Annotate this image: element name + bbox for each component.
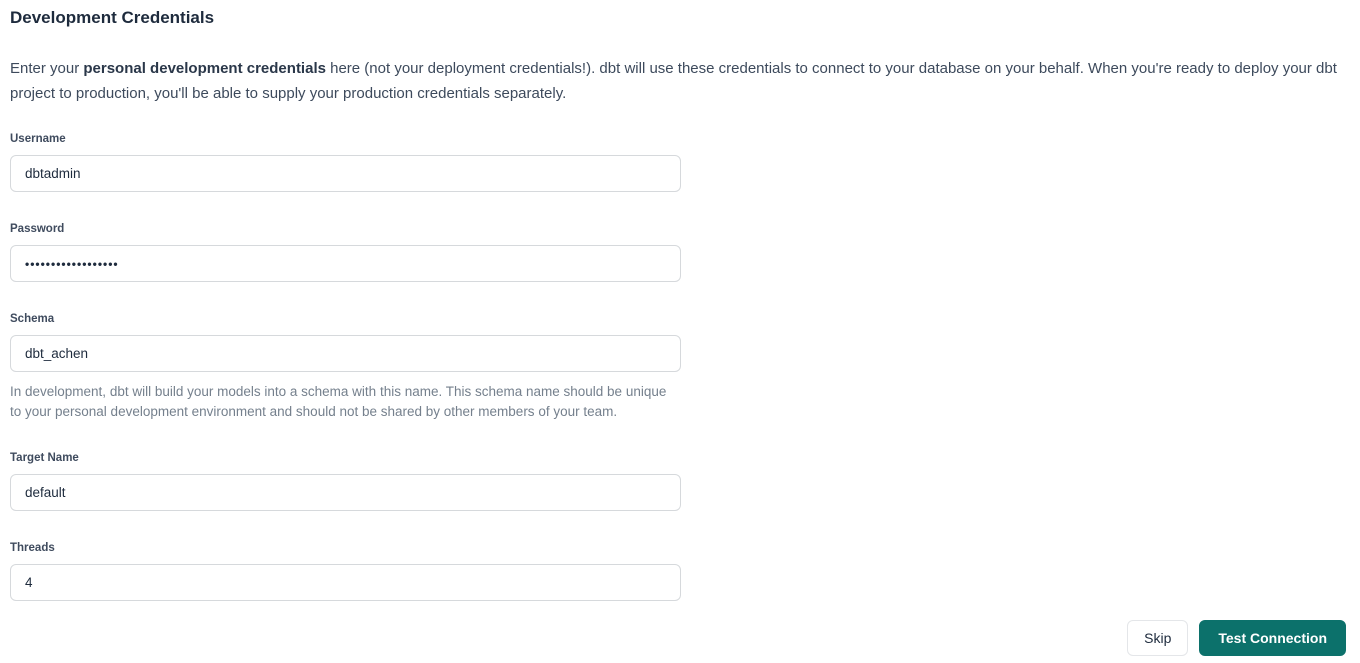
intro-bold-phrase: personal development credentials <box>83 60 326 77</box>
footer-actions <box>1127 620 1346 656</box>
threads-label: Threads <box>10 542 55 554</box>
intro-text <box>10 57 1340 106</box>
username-field-group <box>10 132 681 192</box>
page-title: Development Credentials <box>10 8 215 27</box>
intro-suffix: here (not your deployment credentials!). dbt will use these credentials to connect to your database on your behalf. When you're ready to deploy your dbt project to production, you'll be able to supply your production credentials separately. <box>10 60 1337 102</box>
intro-prefix: Enter your <box>10 60 84 77</box>
schema-help-text: In development, dbt will build your models into a schema with this name. This schema name should be unique to your personal development environment and should not be shared by other members of your team. <box>10 384 667 419</box>
test-connection-button[interactable]: Test Connection <box>1199 620 1346 656</box>
password-input[interactable] <box>10 245 681 282</box>
target-name-field-group <box>10 451 681 511</box>
threads-input[interactable] <box>10 564 681 601</box>
skip-button[interactable]: Skip <box>1127 620 1188 656</box>
username-label: Username <box>10 133 66 145</box>
password-label: Password <box>10 223 65 235</box>
schema-input[interactable] <box>10 335 681 372</box>
username-input[interactable] <box>10 155 681 192</box>
target-name-input[interactable] <box>10 474 681 511</box>
target-name-label: Target Name <box>10 452 79 464</box>
threads-field-group <box>10 541 681 601</box>
password-field-group <box>10 222 681 282</box>
schema-field-group <box>10 312 681 421</box>
schema-label: Schema <box>10 313 55 325</box>
